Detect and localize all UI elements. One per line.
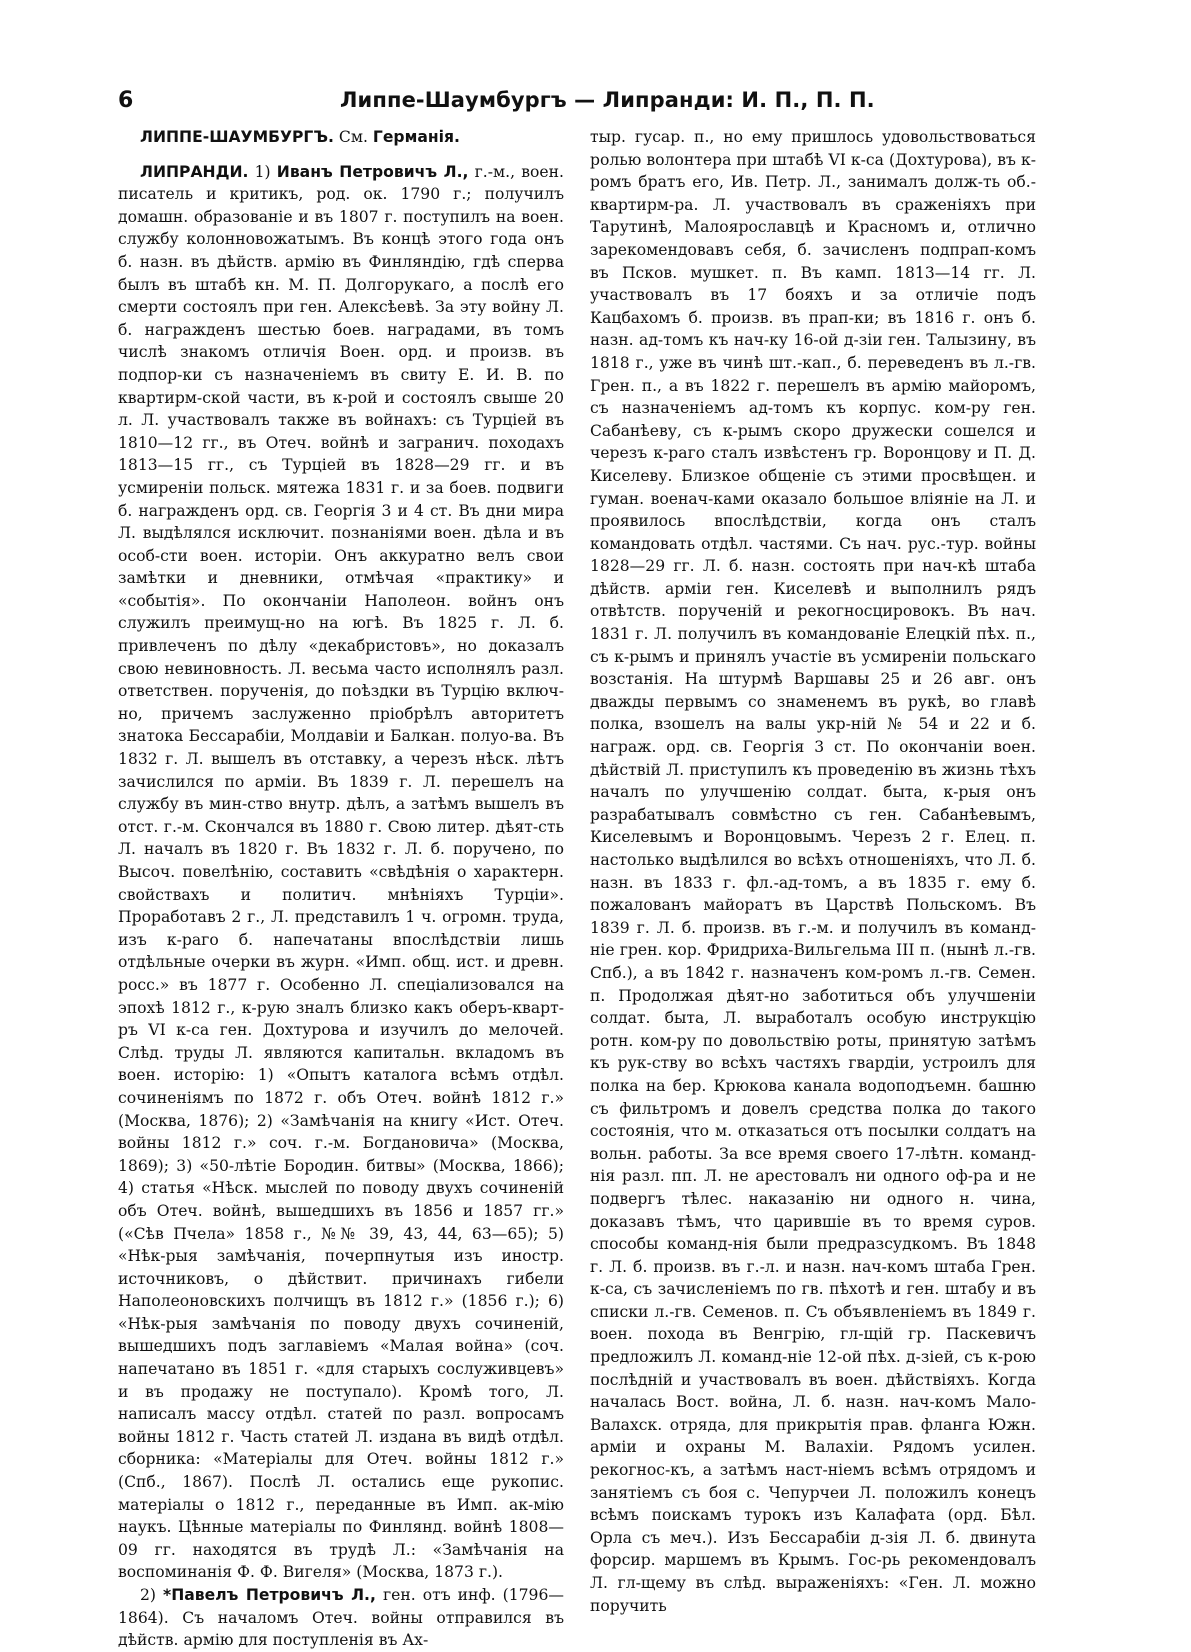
entry-liprandi bbox=[118, 161, 564, 1584]
right-column bbox=[590, 126, 1036, 1615]
subentry-2-name: *Павелъ Петровичъ Л., bbox=[163, 1586, 376, 1604]
xref-see: См. bbox=[338, 128, 368, 146]
entry-headword: ЛИПРАНДИ. bbox=[140, 162, 249, 181]
xref-entry bbox=[118, 126, 564, 149]
left-column bbox=[118, 126, 564, 1650]
subentry-1-text: г.-м., воен. писатель и критикъ, род. ок. 1790 г.; получилъ домашн. образованіе и въ 1807 г. поступилъ на воен. службу колонновожатымъ. Въ концѣ этого года онъ б. назн. въ дѣйств. армію въ Финляндію, гдѣ сперва былъ въ штабѣ кн. М. П. Долгорукаго, а послѣ его смерти состоялъ при ген. Алексѣевѣ. За эту войну Л. б. награжденъ шестью боев. наградами, въ томъ числѣ знакомъ отличія Воен. орд. и произв. въ подпор-ки съ назначеніемъ въ свиту Е. И. В. по квартирм-ской части, въ к-рой и состоялъ свыше 20 л. Л. участвовалъ также въ войнахъ: съ Турціей въ 1810—12 гг., въ Отеч. войнѣ и загранич. походахъ 1813—15 гг., съ Турціей въ 1828—29 гг. и въ усмиреніи польск. мятежа 1831 г. и за боев. подвиги б. награжденъ орд. св. Георгія 3 и 4 ст. Въ дни мира Л. выдѣлялся исключит. познаніями воен. дѣла и въ особ-сти воен. исторіи. Онъ аккуратно велъ свои замѣтки и дневники, отмѣчая «практику» и «событія». По окончаніи Наполеон. войнъ онъ служилъ преимущ-но на югѣ. Въ 1825 г. Л. б. привлеченъ по дѣлу «декабристовъ», но доказалъ свою невиновность. Л. весьма часто исполнялъ разл. ответствен. порученія, до поѣздки въ Турцію включ-но, причемъ заслуженно пріобрѣлъ авторитетъ знатока Бессарабіи, Молдавіи и Балкан. полуо-ва. Въ 1832 г. Л. вышелъ въ отставку, а черезъ нѣск. лѣтъ зачислился по арміи. Въ 1839 г. Л. перешелъ на службу въ мин-ство внутр. дѣлъ, а затѣмъ вышелъ въ отст. г.-м. Скончался въ 1880 г. Свою литер. дѣят-сть Л. началъ въ 1820 г. Въ 1832 г. Л. б. поручено, по Высоч. повелѣнію, составить «свѣдѣнія о характерн. свойствахъ и политич. мнѣніяхъ Турціи». Проработавъ 2 г., Л. представилъ 1 ч. огромн. труда, изъ к-раго б. напечатаны впослѣдствіи лишь отдѣльные очерки въ журн. «Имп. общ. ист. и древн. росс.» въ 1877 г. Особенно Л. спеціализовался на эпохѣ 1812 г., к-рую зналъ близко какъ оберъ-кварт-ръ VI к-са ген. Дохтурова и изучилъ до мелочей. Слѣд. труды Л. являются капитальн. вкладомъ въ воен. исторію: 1) «Опытъ каталога всѣмъ отдѣл. сочиненіямъ по 1872 г. объ Отеч. войнѣ 1812 г.» (Москва, 1876); 2) «Замѣчанія на книгу «Ист. Отеч. войны 1812 г.» соч. г.-м. Богдановича» (Москва, 1869); 3) «50-лѣтіе Бородин. битвы» (Москва, 1866); 4) статья «Нѣск. мыслей по поводу двухъ сочиненій объ Отеч. войнѣ, вышедшихъ въ 1856 и 1857 гг.» («Сѣв Пчела» 1858 г., №№ 39, 43, 44, 63—65); 5) «Нѣк-рыя замѣчанія, почерпнутыя изъ иностр. источниковъ, о дѣйствит. причинахъ гибели Наполеоновскихъ полчищъ въ 1812 г.» (1856 г.); 6) «Нѣк-рыя замѣчанія по поводу двухъ сочиненій, вышедшихъ подъ заглавіемъ «Малая война» (соч. напечатано въ 1851 г. «для старыхъ сослуживцевъ» и въ продажу не поступало). Кромѣ того, Л. написалъ массу отдѣл. статей по разл. вопросамъ войны 1812 г. Часть статей Л. издана въ видѣ отдѣл. сборника: «Матеріалы для Отеч. войны 1812 г.» (Спб., 1867). Послѣ Л. остались еще рукопис. матеріалы о 1812 г., переданные въ Имп. ак-мію наукъ. Цѣнные матеріалы по Финлянд. войнѣ 1808—09 гг. находятся въ трудѣ Л.: «Замѣчанія на воспоминанія Ф. Ф. Вигеля» (Москва, 1873 г.). bbox=[118, 162, 564, 1582]
subentry-1-name: Иванъ Петровичъ Л., bbox=[276, 162, 469, 181]
subentry-1-number: 1) bbox=[254, 162, 271, 181]
page-header bbox=[118, 88, 1058, 122]
subentry-2 bbox=[118, 1584, 564, 1652]
subentry-2-text: ген. отъ инф. (1796—1864). Съ началомъ Отеч. войны отправился въ дѣйств. армію для поступленія въ Ах- bbox=[118, 1586, 564, 1650]
xref-headword: ЛИППЕ-ШАУМБУРГЪ. bbox=[140, 128, 334, 146]
page-number: 6 bbox=[118, 88, 134, 113]
running-title: Липпе-Шаумбургъ — Липранди: И. П., П. П. bbox=[340, 88, 875, 112]
xref-target: Германія. bbox=[372, 128, 460, 146]
right-column-text: тыр. гусар. п., но ему пришлось удовольствоваться ролью волонтера при штабѣ VI к-са (Дохтурова), въ к-ромъ братъ его, Ив. Петр. Л., занималъ долж-ть об.-квартирм-ра. Л. участвовалъ въ сраженіяхъ при Тарутинѣ, Малоярославцѣ и Красномъ и, отлично зарекомендовавъ себя, б. зачисленъ подпрап-комъ въ Псков. мушкет. п. Въ камп. 1813—14 гг. Л. участвовалъ въ 17 бояхъ и за отличіе подъ Кацбахомъ б. произв. въ прап-ки; въ 1816 г. онъ б. назн. ад-томъ къ нач-ку 16-ой д-зіи ген. Талызину, въ 1818 г., уже въ чинѣ шт.-кап., б. переведенъ въ л.-гв. Грен. п., а въ 1822 г. перешелъ въ армію майоромъ, съ назначеніемъ ад-томъ къ корпус. ком-ру ген. Сабанѣеву, съ к-рымъ скоро дружески сошелся и черезъ к-раго сталъ извѣстенъ гр. Воронцову и П. Д. Киселеву. Близкое общеніе съ этими просвѣщен. и гуман. военач-ками оказало большое вліяніе на Л. и проявилось впослѣдствіи, когда онъ сталъ командовать отдѣл. частями. Съ нач. рус.-тур. войны 1828—29 гг. Л. б. назн. состоять при нач-кѣ штаба дѣйств. арміи ген. Киселевѣ и выполнилъ рядъ отвѣтств. порученій и рекогносцировокъ. Въ нач. 1831 г. Л. получилъ въ командованіе Елецкій пѣх. п., съ к-рымъ и принялъ участіе въ усмиреніи польскаго возстанія. На штурмѣ Варшавы 25 и 26 авг. онъ дважды первымъ со знаменемъ въ рукѣ, во главѣ полка, взошелъ на валы укр-ній № 54 и 22 и б. награж. орд. св. Георгія 3 ст. По окончаніи воен. дѣйствій Л. приступилъ къ проведенію въ жизнь тѣхъ началъ по улучшенію солдат. быта, к-рыя онъ разрабатывалъ совмѣстно съ ген. Сабанѣевымъ, Киселевымъ и Воронцовымъ. Черезъ 2 г. Елец. п. настолько выдѣлился во всѣхъ отношеніяхъ, что Л. б. назн. въ 1833 г. фл.-ад-томъ, а въ 1835 г. ему б. пожалованъ майоратъ въ Царствѣ Польскомъ. Въ 1839 г. Л. б. произв. въ г.-м. и получилъ въ команд-ніе грен. кор. Фридриха-Вильгельма III п. (нынѣ л.-гв. Спб.), а въ 1842 г. назначенъ ком-ромъ л.-гв. Семен. п. Продолжая дѣят-но заботиться объ улучшеніи солдат. быта, Л. выработалъ особую инструкцію ротн. ком-ру по довольствію роты, принятую затѣмъ къ рук-ству во всѣхъ частяхъ гвардіи, устроилъ для полка на бер. Крюкова канала водоподъемн. башню съ фильтромъ и довелъ средства полка до такого состоянія, что м. отказаться отъ посылки солдатъ на вольн. работы. За все время своего 17-лѣтн. команд-нія разл. пп. Л. не арестовалъ ни одного оф-ра и не подвергъ тѣлес. наказанію ни одного н. чина, доказавъ тѣмъ, что царившіе въ то время суров. способы команд-нія были предразсудкомъ. Въ 1848 г. Л. б. произв. въ г.-л. и назн. нач-комъ штаба Грен. к-са, съ зачисленіемъ по гв. пѣхотѣ и ген. штабу и въ списки л.-гв. Семенов. п. Съ объявленіемъ въ 1849 г. воен. похода въ Венгрію, гл-щій гр. Паскевичъ предложилъ Л. команд-ніе 12-ой пѣх. д-зіей, съ к-рою послѣдній и участвовалъ въ воен. дѣйствіяхъ. Когда началась Вост. война, Л. б. назн. нач-комъ Мало-Валахск. отряда, для прикрытія прав. фланга Южн. арміи и охраны М. Валахіи. Рядомъ усилен. рекогнос-къ, а затѣмъ наст-ніемъ всѣмъ отрядомъ и занятіемъ съ боя с. Чепурчеи Л. положилъ конецъ всѣмъ поискамъ турокъ изъ Калафата (орд. Бѣл. Орла съ меч.). Изъ Бессарабіи д-зія Л. б. двинута форсир. маршемъ въ Крымъ. Гос-рь рекомендовалъ Л. гл-щему въ слѣд. выраженіяхъ: «Ген. Л. можно поручить bbox=[590, 128, 1036, 1615]
subentry-2-number: 2) bbox=[140, 1586, 157, 1604]
